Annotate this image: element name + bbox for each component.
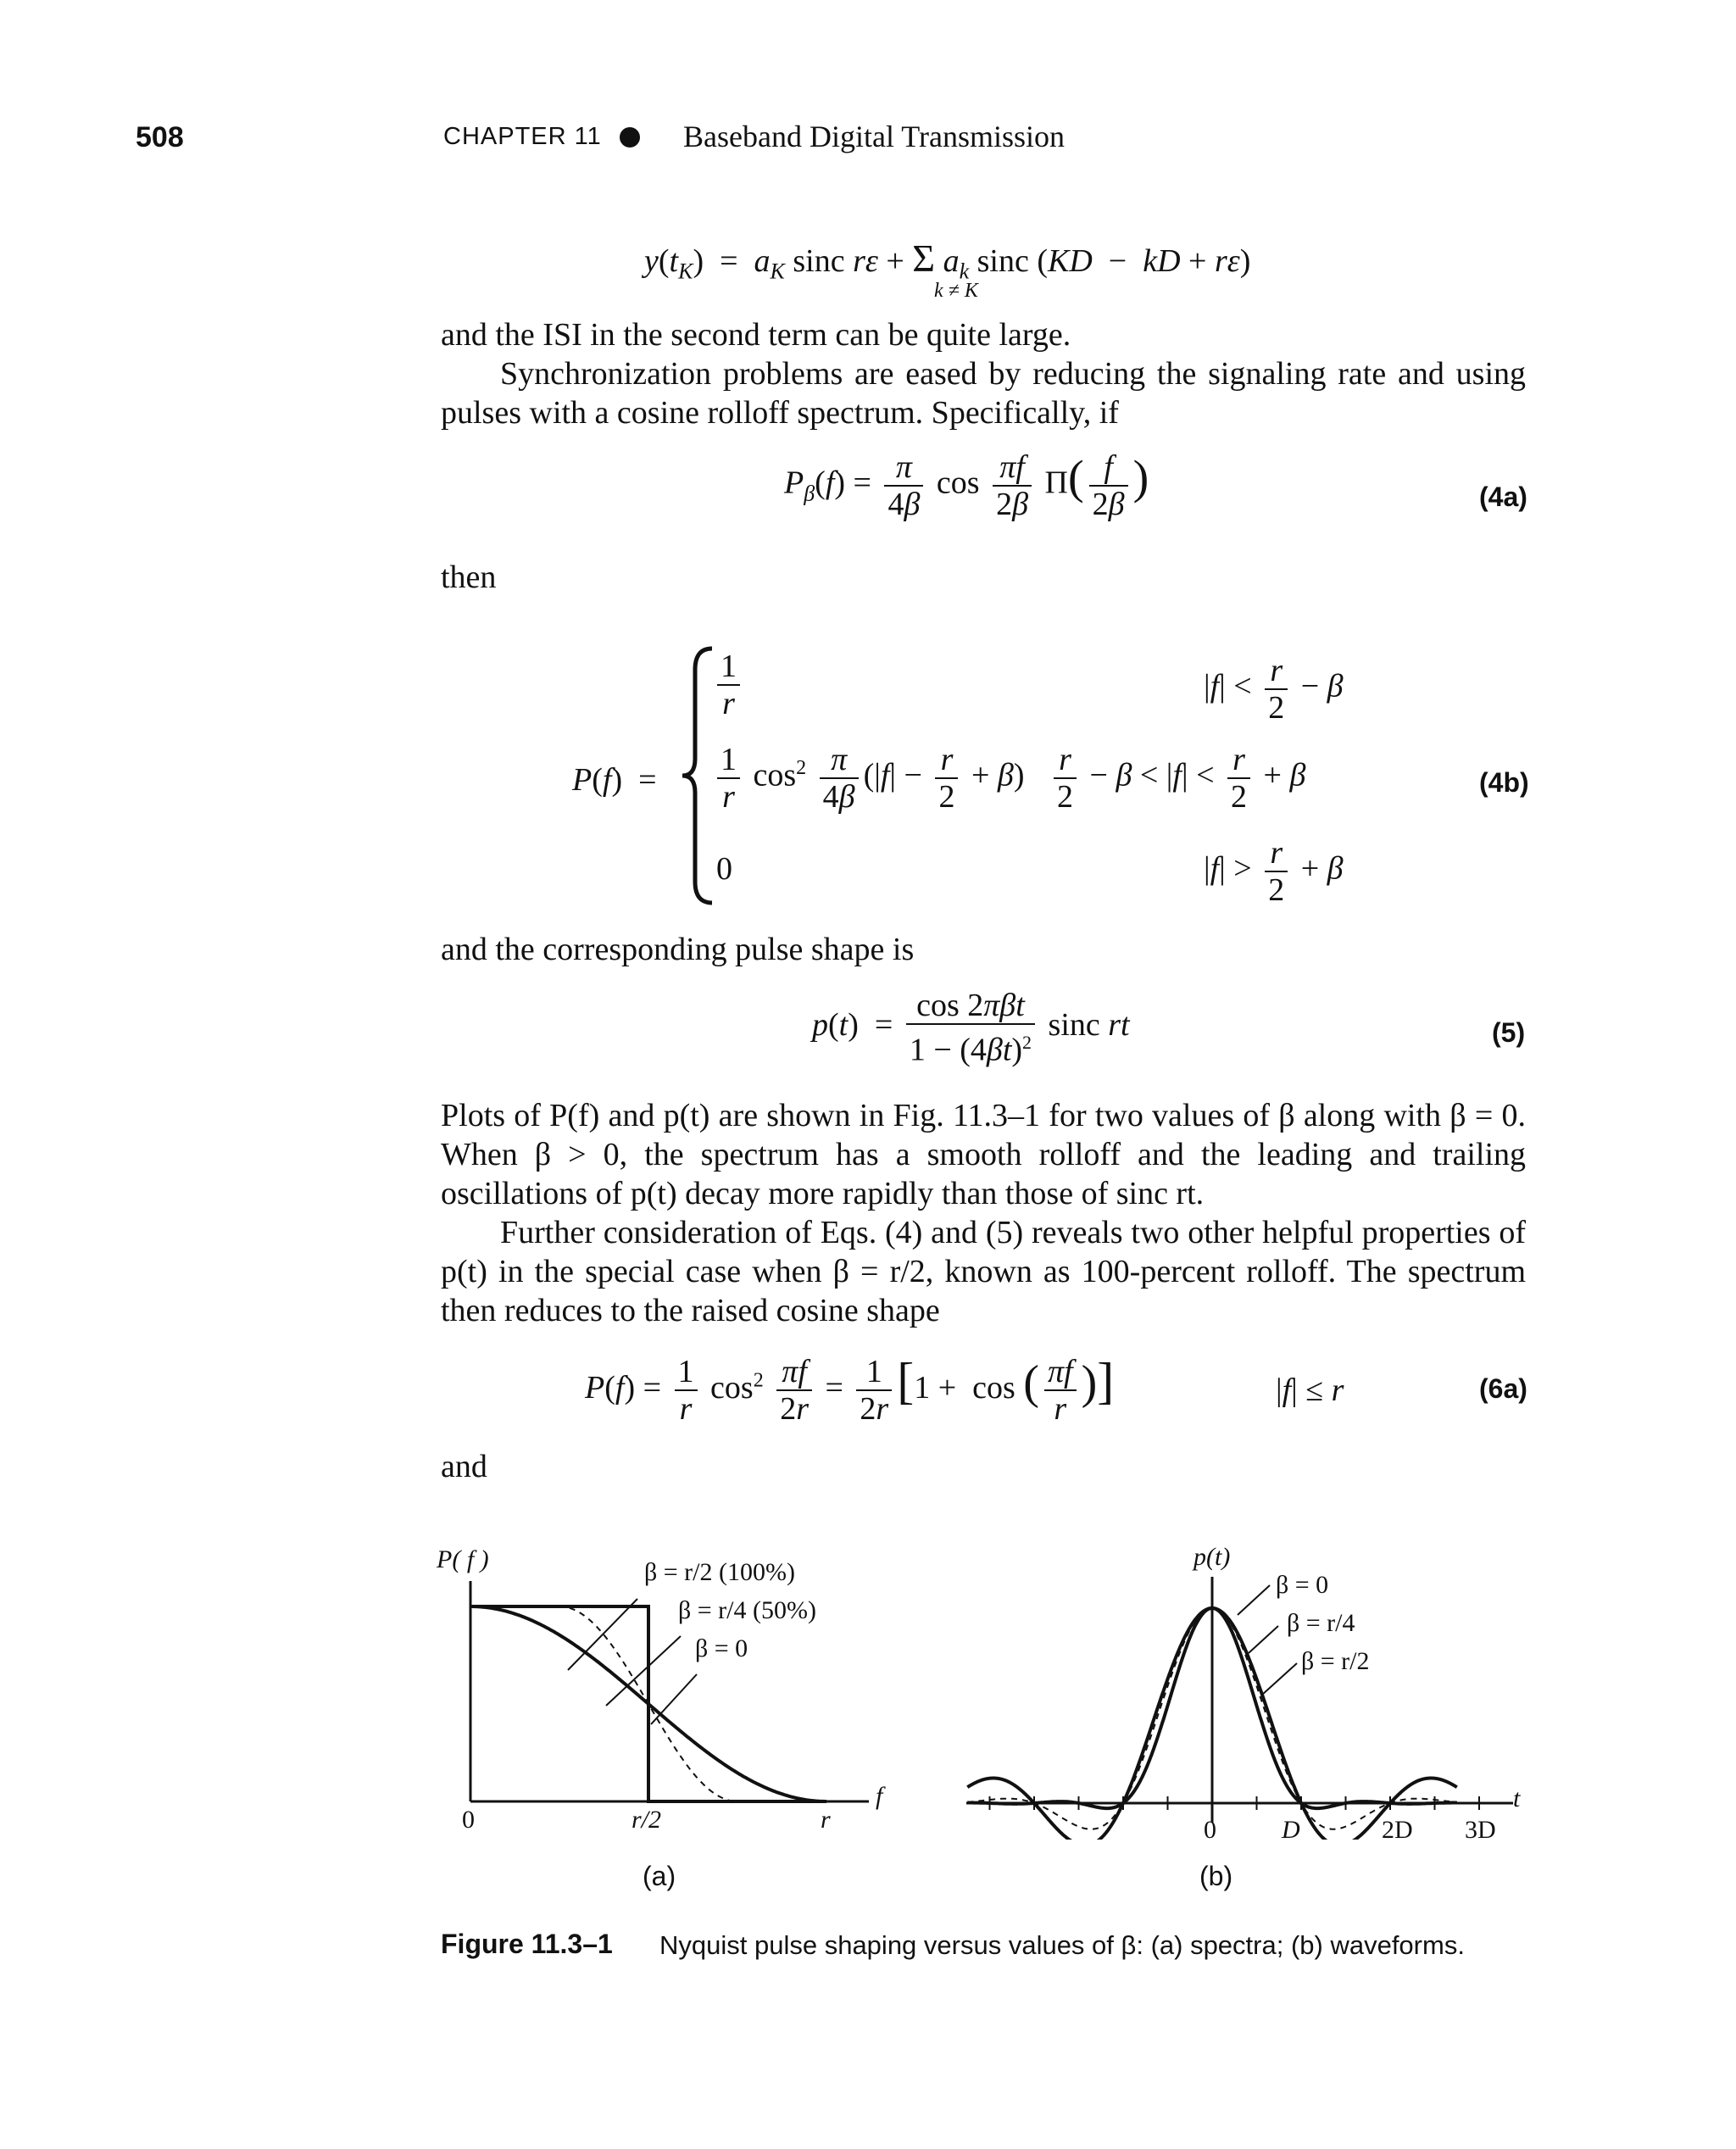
paragraph-then: then [441,560,497,595]
panel-b-y-label: p(t) [1194,1543,1231,1571]
panel-b-tick-D: D [1282,1816,1300,1844]
panel-b-legend-2: β = r/4 [1287,1609,1355,1637]
figure-panel-b [915,1534,1526,1840]
chapter-title: Baseband Digital Transmission [683,120,1066,153]
panel-a-legend-3: β = 0 [695,1634,748,1662]
panel-b-label: (b) [1199,1861,1233,1891]
panel-a-legend-2: β = r/4 (50%) [678,1596,816,1624]
sum-subscript: k ≠ K [934,280,978,302]
panel-a-tick-r2: r/2 [632,1806,662,1834]
eq-number-5: (5) [1492,1017,1526,1048]
paragraph-2: Synchronization problems are eased by reducing the signaling rate and using pulses with a cosine rolloff spectrum. Specifically, if [441,356,1526,431]
equation-4b-case1: $\frac{1}{r}$ [712,649,745,721]
panel-b-legend-3: β = r/2 [1301,1647,1370,1675]
header-bullet [620,127,640,148]
paragraph-pulse-shape: and the corresponding pulse shape is [441,932,915,967]
panel-b-tick-2D: 2D [1382,1816,1413,1844]
figure-caption-label: Figure 11.3–1 [441,1929,613,1959]
equation-4b-case3: 0 [716,851,732,887]
leader-line-b1 [1238,1585,1270,1615]
panel-a-label: (a) [643,1861,676,1891]
paragraph-and: and [441,1449,487,1484]
equation-6a-condition: |f| ≤ r [1276,1372,1344,1408]
panel-a-x-label: f [876,1782,883,1810]
leader-line-3 [651,1674,697,1724]
leader-line-2 [606,1636,681,1706]
equation-4b-lhs: P(f) = [572,762,657,798]
paragraph-1: and the ISI in the second term can be quite large. [441,317,1071,353]
leader-line-b3 [1261,1663,1297,1695]
panel-a-tick-0: 0 [462,1806,475,1834]
panel-b-x-label: t [1513,1784,1521,1812]
chapter-label: CHAPTER 11 [443,123,602,150]
panel-a-legend-1: β = r/2 (100%) [644,1558,795,1586]
panel-a-y-label: P( f ) [437,1545,489,1573]
panel-b-tick-0: 0 [1204,1816,1216,1844]
panel-b-tick-3D: 3D [1465,1816,1496,1844]
panel-a-tick-r: r [821,1806,831,1834]
equation-6a: P(f) = $\frac{1}{r}$ $\cos^2$ $\frac{\pi f}{2r}$ = $\frac{1}{2r}$ [1 + cos ( $\frac{\pi f}{r}$ )] [585,1353,1115,1428]
page-number: 508 [136,121,184,153]
paragraph-plots: Plots of P(f) and p(t) are shown in Fig. 11.3–1 for two values of β along with β = 0. When β > 0, the spectrum has a smooth rolloff and the leading and trailing oscillations of p(t) decay more rapidly than those of sinc rt. [441,1098,1526,1211]
leader-line-b2 [1249,1626,1278,1653]
equation-4b-cond3: |f| > $\frac{r}{2}$ + β [1204,835,1344,908]
leader-line-1 [568,1599,637,1670]
equation-4b-cond1: |f| < $\frac{r}{2}$ − β [1204,653,1344,726]
equation-top: $y(t_K) = a_K$ sinc rε + Σ $a_k$ sinc (KD − kD + rε) [644,237,1251,284]
figure-caption-text: Nyquist pulse shaping versus values of β: (a) spectra; (b) waveforms. [659,1930,1465,1960]
eq-number-4a: (4a) [1479,482,1527,512]
equation-5: p(t) = $\frac{\text{cos 2πβt}}{1 - (4\beta t)^2}$ sinc rt [812,988,1130,1068]
eq-number-6a: (6a) [1479,1373,1527,1404]
eq-number-4b: (4b) [1479,767,1529,798]
equation-4a: $P_\beta(f)$ = $\frac{\pi}{4\beta}$ cos $\frac{\pi f}{2\beta}$ Π( $\frac{f}{2\beta}$ ) [784,449,1149,522]
panel-b-legend-1: β = 0 [1276,1571,1329,1599]
paragraph-properties: Further consideration of Eqs. (4) and (5) reveals two other helpful properties of p(t) in the special case when β = r/2, known as 100-percent rolloff. The spectrum then reduces to the raised cosine shape [441,1215,1526,1328]
equation-4b-case2: $\frac{1}{r}$ $\cos^2$ $\frac{\pi}{4\beta}$ (|f| − $\frac{r}{2}$ + β) $\frac{r}{2}$ − β < |f| < $\frac{r}{2}$ + β [712,742,1305,815]
